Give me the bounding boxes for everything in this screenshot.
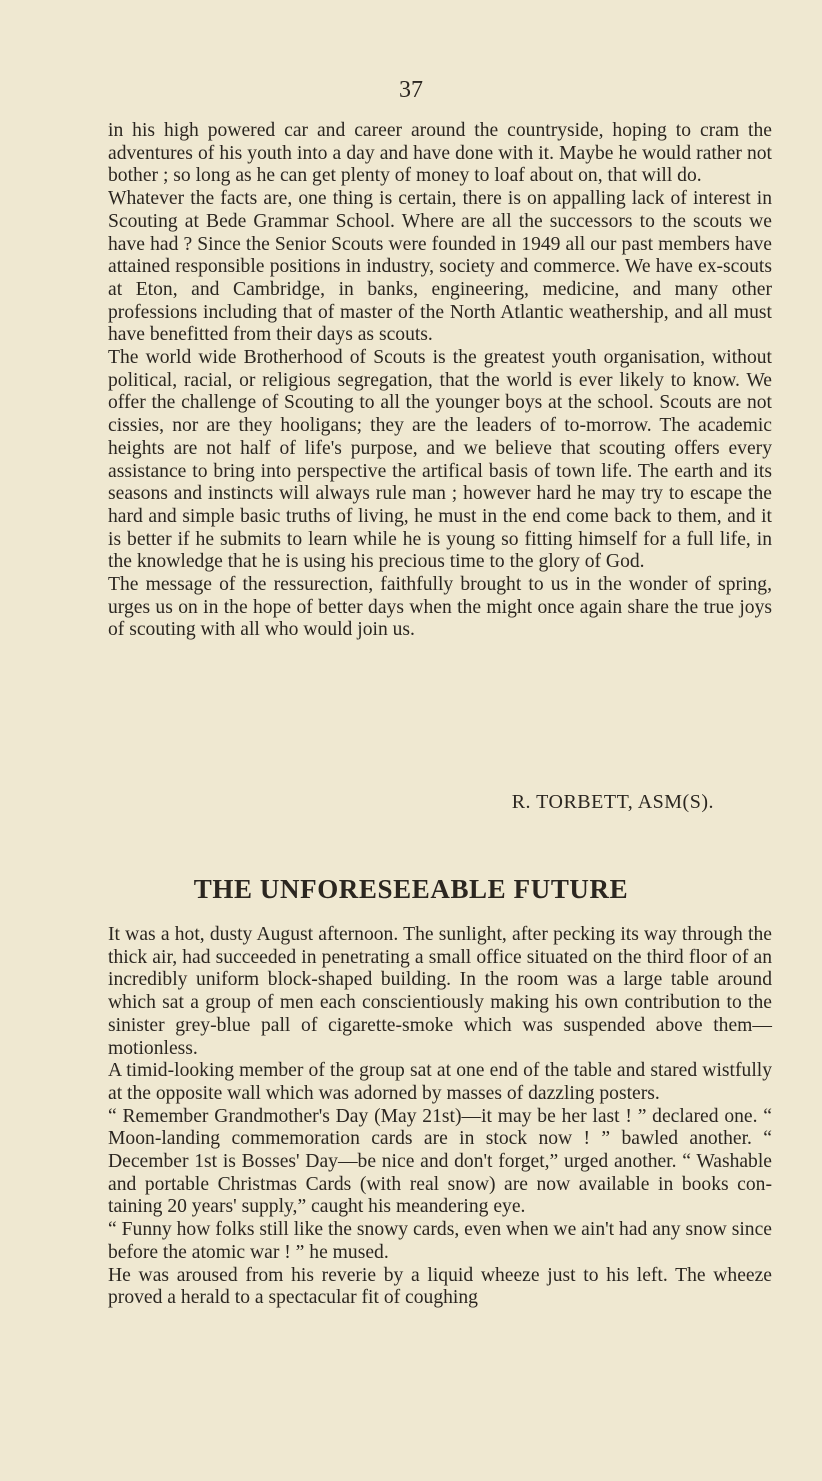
author-signature: R. TORBETT, ASM(S). — [511, 791, 714, 813]
paragraph: A timid-looking member of the group sat at one end of the table and stared wistfully at the opposite wall which was adorned by masses of dazzling posters. — [108, 1060, 772, 1104]
paragraph: He was aroused from his reverie by a liquid wheeze just to his left. The wheeze proved a herald to a spectacular fit of coughing — [108, 1264, 772, 1309]
article-title: THE UNFORESEEABLE FUTURE — [193, 874, 629, 904]
new-article-body — [108, 924, 772, 1310]
paragraph: in his high powered car and career around the countryside, hoping to cram the adventures of his youth into a day and have done with it. Maybe he would rather not bother ; so long as he can get plenty of money to loaf about on, that will do. — [108, 120, 772, 187]
paragraph: Whatever the facts are, one thing is certain, there is on appalling lack of interest in Scouting at Bede Grammar School. Where are all the successors to the scouts we have had ? Since the Senior Scouts were founded in 1949 all our past members have attained responsible positions in industry, society and commerce. We have ex-scouts at Eton, and Cambridge, in banks, engineering, medicine, and many other professions including that of master of the North Atlantic weathership, and all must have benefitted from their days as scouts. — [108, 188, 772, 346]
paragraph: The world wide Brotherhood of Scouts is the greatest youth organisation, without political, racial, or religious segregation, that the world is ever likely to know. We offer the challenge of Scouting to all the younger boys at the school. Scouts are not cissies, nor are they hooligans; they are the leaders of to-morrow. The academic heights are not half of life's purpose, and we believe that scouting offers every assistance to bring into perspective the artifical basis of town life. The earth and its seasons and instincts will always rule man ; however hard he may try to escape the hard and simple basic truths of living, he must in the end come back to them, and it is better if he submits to learn while he is young so fitting himself for a full life, in the knowledge that he is using his precious time to the glory of God. — [108, 347, 772, 573]
paragraph: It was a hot, dusty August afternoon. The sunlight, after pecking its way through the thick air, had succeeded in penetrating a small office situated on the third floor of an incredibly uniform block-shaped building. In the room was a large table around which sat a group of men each conscientiously making his own contribution to the sinister grey-blue pall of cigarette-smoke which was suspended above them—motionless. — [108, 924, 772, 1059]
continued-article-body — [108, 120, 772, 642]
page-number: 37 — [399, 77, 423, 103]
paragraph: “ Remember Grandmother's Day (May 21st)—it may be her last ! ” declared one. “ Moon-landing commemoration cards are in stock now ! ” bawled another. “ December 1st is Bosses' Day—be nice and don't forget,” urged another. “ Washable and portable Christmas Cards (with real snow) are now available in books con-taining 20 years' supply,” caught his meandering eye. — [108, 1105, 772, 1218]
paragraph: “ Funny how folks still like the snowy cards, even when we ain't had any snow since before the atomic war ! ” he mused. — [108, 1219, 772, 1263]
paragraph: The message of the ressurection, faithfully brought to us in the wonder of spring, urges us on in the hope of better days when the might once again share the true joys of scouting with all who would join us. — [108, 574, 772, 641]
